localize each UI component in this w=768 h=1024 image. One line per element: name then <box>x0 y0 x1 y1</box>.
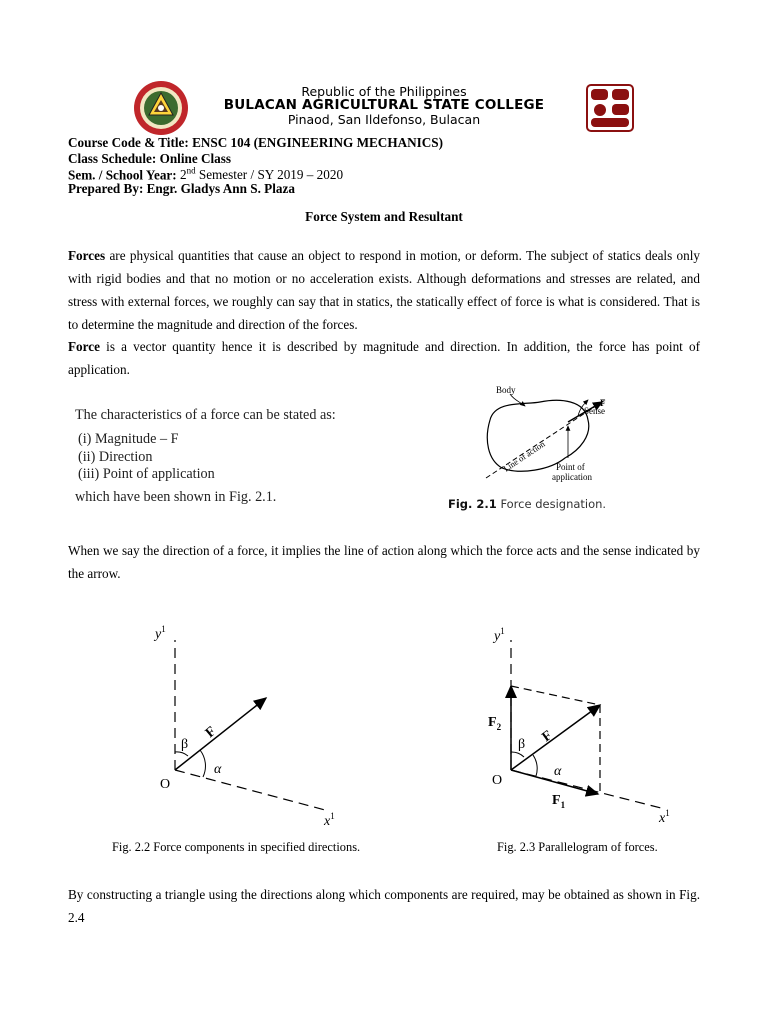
prepared-by-line: Prepared By: Engr. Gladys Ann S. Plaza <box>68 181 295 196</box>
figure-2-1-caption: Fig. 2.1 Force designation. <box>448 497 607 511</box>
origin-label: O <box>160 777 171 792</box>
figure-2-3-caption: Fig. 2.3 Parallelogram of forces. <box>497 840 658 854</box>
x-axis <box>175 770 325 810</box>
label-line-of-action: Line of action <box>501 438 547 474</box>
characteristics-intro: The characteristics of a force can be stated as: <box>75 407 336 423</box>
f-label: F <box>202 724 220 742</box>
characteristic-item-magnitude: (i) Magnitude – F <box>78 431 179 447</box>
force-vector <box>175 698 266 770</box>
course-code-line: Course Code & Title: ENSC 104 (ENGINEERING MECHANICS) <box>68 135 444 150</box>
characteristic-item-direction: (ii) Direction <box>78 449 153 465</box>
label-sense: Sense <box>584 406 605 416</box>
body-outline <box>487 400 588 474</box>
header-address: Pinaod, San Ildefonso, Bulacan <box>287 112 481 127</box>
y-label: $y^1$ <box>494 626 505 644</box>
header-college-name: BULACAN AGRICULTURAL STATE COLLEGE <box>223 97 545 113</box>
section-title: Force System and Resultant <box>305 209 463 224</box>
class-schedule-line: Class Schedule: Online Class <box>68 151 232 166</box>
alpha-label: α <box>214 762 222 777</box>
figure-2-1-diagram <box>470 380 630 492</box>
beta-label: β <box>181 737 189 752</box>
semester-line: Sem. / School Year: 2nd Semester / SY 2019 – 2020 <box>68 166 344 183</box>
paragraph-triangle: By constructing a triangle using the directions along which components are required, may be obtained as shown in Fig. 2.4 <box>68 887 700 925</box>
paragraph-forces: Forces are physical quantities that cause an object to respond in motion, or deform. The subject of statics deals only with rigid bodies and that no motion or no acceleration exists. Although deformations and stresses are related, and stress with external forces, we roughly can say that in statics, the statically effect of force is what is considered. That is to determine the magnitude and direction of the forces. <box>68 248 701 332</box>
figure-2-2-caption: Fig. 2.2 Force components in specified directions. <box>112 840 361 854</box>
label-f: F <box>600 398 606 408</box>
figure-2-3-diagram <box>476 610 696 835</box>
label-point-2: application <box>552 472 592 482</box>
label-point-1: Point of <box>556 462 585 472</box>
f-label: F <box>539 728 556 746</box>
label-body: Body <box>496 385 516 395</box>
figure-2-2-diagram <box>140 610 360 835</box>
characteristics-outro: which have been shown in Fig. 2.1. <box>75 489 277 505</box>
f1-label: $F_1$ <box>552 793 566 810</box>
paragraph-direction: When we say the direction of a force, it implies the line of action along which the force acts and the sense indicated by the arrow. <box>68 543 700 581</box>
alpha-label: α <box>554 764 562 779</box>
characteristic-item-point: (iii) Point of application <box>78 466 215 482</box>
y-label: $y^1$ <box>155 624 166 642</box>
x-label: $x^1$ <box>659 808 670 826</box>
f2-label: $F_2$ <box>488 715 502 732</box>
beta-label: β <box>518 737 526 752</box>
paragraph-force-vector: Force is a vector quantity hence it is described by magnitude and direction. In addition, the force has point of application. <box>68 339 701 377</box>
parallelogram-top <box>511 686 600 705</box>
header-republic: Republic of the Philippines <box>301 84 467 99</box>
origin-label: O <box>492 773 503 788</box>
x-label: $x^1$ <box>324 811 335 829</box>
